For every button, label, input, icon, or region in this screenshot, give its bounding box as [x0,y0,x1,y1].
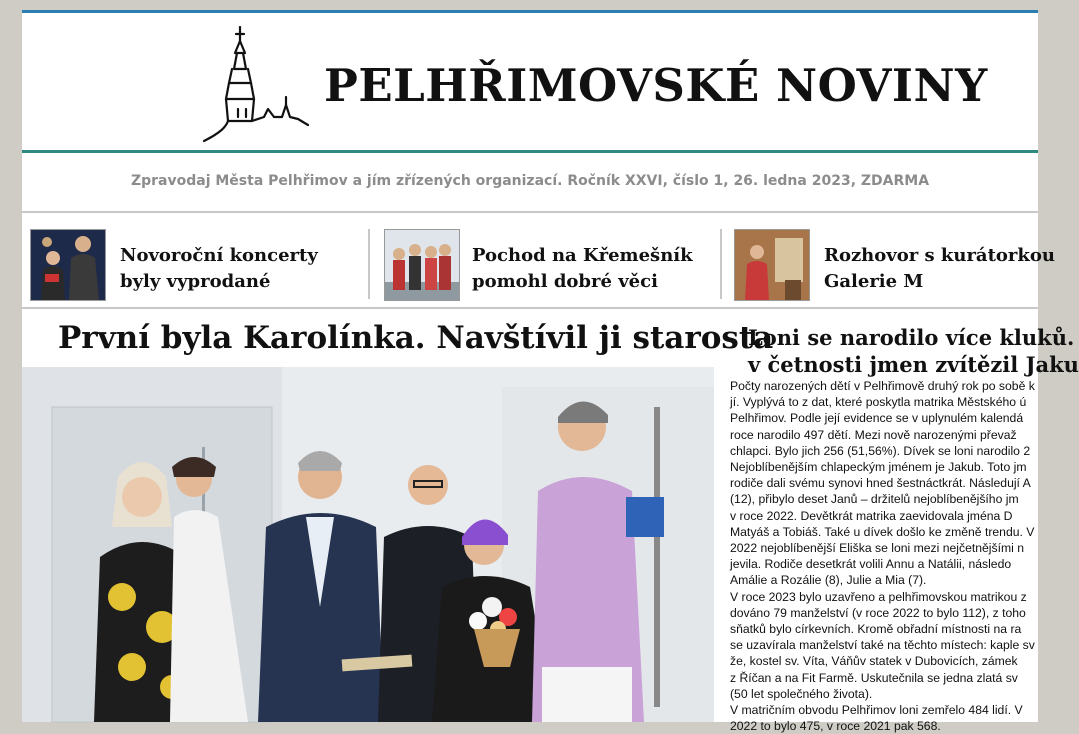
main-article-headline[interactable]: První byla Karolínka. Navštívil ji starosta [58,320,774,356]
teaser-headline-line: pomohl dobré věci [472,271,658,292]
divider [22,211,1038,213]
body-line: jevila. Rodiče desetkrát volili Annu a Natálii, následo [730,557,1012,572]
body-line: chlapci. Bylo jich 256 (51,56%). Dívek se loni narodilo 2 [730,443,1031,458]
body-line: rodiče dali svému synovi hned šestnáctkrát. Následují A [730,476,1031,491]
masthead [22,13,1038,153]
teaser-thumbnail [30,229,106,301]
side-headline-line: v četnosti jmen zvítězil Jaku [748,352,1079,377]
body-line: V roce 2023 bylo uzavřeno a pelhřimovskou matrikou z [730,589,1027,604]
body-line: v roce 2022. Devětkrát matrika zaevidovala jména D [730,508,1013,523]
side-article-headline[interactable] [748,324,1079,378]
body-line: Počty narozených dětí v Pelhřimově druhý rok po sobě k [730,379,1035,393]
side-headline-line: Loni se narodilo více kluků. [748,325,1075,350]
body-line: 2022 nejoblíbenější Eliška se loni mezi nejčetnějšími n [730,541,1025,556]
teaser-headline-line: Novoroční koncerty [120,245,318,266]
body-line: se uzavírala manželství také na těchto místech: kaple sv [730,638,1035,653]
church-tower-logo-icon [202,25,312,145]
teaser-strip [22,217,1055,307]
side-article-body [730,378,1050,734]
teaser-concerts[interactable] [30,223,360,303]
teaser-interview[interactable] [734,223,1055,303]
body-line: 2022 to bylo 475, v roce 2021 pak 568. [730,719,941,734]
body-line: Nejoblíbenějším chlapeckým jménem je Jakub. Toto jm [730,460,1027,475]
teaser-headline-line: Pochod na Křemešník [472,245,693,266]
body-line: Matyáš a Tobiáš. Také u dívek došlo ke změně trendu. V [730,524,1035,539]
issue-subtitle: Zpravodaj Města Pelhřimov a jím zřízených organizací. Ročník XXVI, číslo 1, 26. ledna 2023, ZDARMA [130,173,930,189]
body-line: že, kostel sv. Víta, Váňův statek v Dubovicích, zámek [730,654,1018,669]
newspaper-title: PELHŘIMOVSKÉ NOVINY [324,59,988,112]
body-line: jí. Vyplývá to z dat, které poskytla matrika Městského ú [730,395,1027,410]
teaser-headline-line: Rozhovor s kurátorkou [824,245,1055,266]
body-line: V matričním obvodu Pelhřimov loni zemřelo 484 lidí. V [730,703,1023,718]
divider [22,307,1038,309]
body-line: dováno 79 manželství (v roce 2022 to bylo 112), z toho [730,605,1026,620]
newspaper-page [22,10,1079,734]
body-line: z Říčan a na Fit Farmě. Uskutečnila se jedna zlatá sv [730,670,1018,685]
body-line: (12), přibylo deset Janů – držitelů nejoblíbenějšího jm [730,492,1019,507]
teaser-thumbnail [384,229,460,301]
teaser-pilgrimage[interactable] [384,223,714,303]
body-line: sňatků bylo církevních. Kromě obřadní místnosti na ra [730,622,1022,637]
teaser-separator [368,229,370,299]
teaser-thumbnail [734,229,810,301]
teaser-separator [720,229,722,299]
body-line: roce narodilo 497 dětí. Mezi nově narozenými převaž [730,427,1017,442]
body-line: Amálie a Rozálie (8), Julie a Mia (7). [730,573,927,588]
body-line: (50 let společného života). [730,686,873,701]
teal-rule [22,150,1038,153]
main-article-photo [22,367,714,722]
teaser-headline-line: Galerie M [824,271,924,292]
teaser-headline-line: byly vyprodané [120,271,271,292]
body-line: Pelhřimov. Podle její evidence se v uplynulém kalendá [730,411,1024,426]
